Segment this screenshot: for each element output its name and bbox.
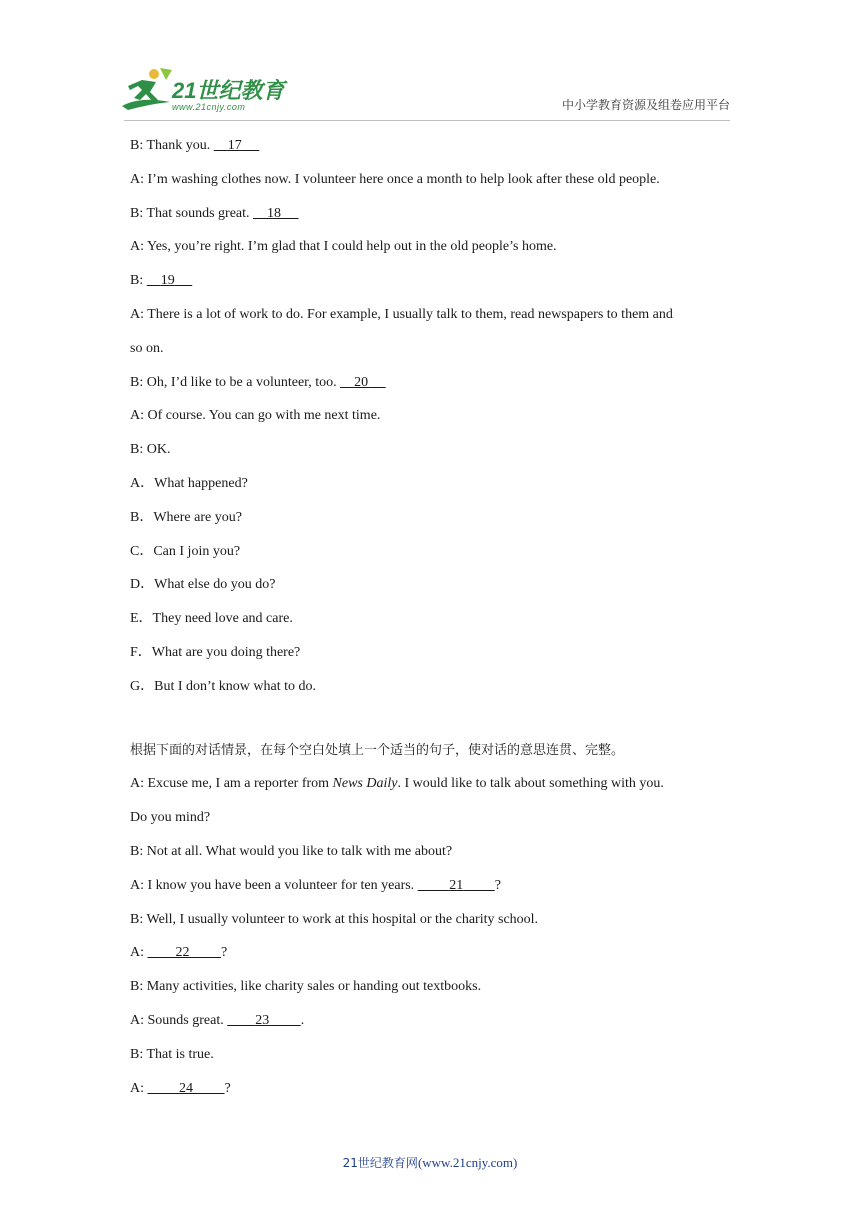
dialogue-line: A: Yes, you’re right. I’m glad that I could help out in the old people’s home.: [130, 239, 557, 255]
dialogue-1: [130, 136, 730, 460]
option-item: E．They need love and care.: [130, 611, 293, 627]
dialogue-line: B: OK.: [130, 442, 171, 458]
option-item: G．But I don’t know what to do.: [130, 678, 317, 694]
dialogue-line: Do you mind?: [130, 810, 211, 826]
blank-20[interactable]: 20: [354, 374, 369, 390]
page-header: [0, 0, 860, 125]
platform-title: 中小学教育资源及组卷应用平台: [561, 98, 730, 112]
option-item: A．What happened?: [130, 475, 248, 491]
footer-url: (www.21cnjy.com): [417, 1155, 518, 1170]
page-footer: [0, 1154, 860, 1171]
blank-21[interactable]: 21: [449, 877, 464, 893]
section-gap: [130, 711, 730, 741]
logo-url: www.21cnjy.com: [172, 102, 246, 112]
dialogue-line: B: Well, I usually volunteer to work at this hospital or the charity school.: [130, 911, 539, 927]
blank-17[interactable]: 17: [227, 138, 242, 153]
instruction: 根据下面的对话情景，在每个空白处填上一个适当的句子，使对话的意思连贯、完整。: [130, 742, 625, 758]
dialogue-line: B: That sounds great. 18: [130, 204, 730, 224]
option-item: F．What are you doing there?: [130, 644, 301, 660]
blank-19[interactable]: 19: [160, 273, 175, 289]
dialogue-line: B: Oh, I’d like to be a volunteer, too. 20: [130, 373, 730, 393]
newspaper-name: News Daily: [332, 776, 398, 792]
dialogue-line: B: Not at all. What would you like to talk with me about?: [130, 843, 453, 859]
option-item: D．What else do you do?: [130, 577, 276, 593]
dialogue-line: A: Excuse me, I am a reporter from News Daily. I would like to talk about something with you.: [130, 776, 664, 792]
blank-18[interactable]: 18: [267, 205, 282, 221]
dialogue-2: [130, 741, 730, 1099]
dialogue-line: A: 22 ?: [130, 943, 730, 963]
logo: [120, 66, 290, 118]
logo-text: 21世纪教育: [172, 78, 285, 103]
dialogue-line: A: Sounds great. 23 .: [130, 1011, 730, 1031]
dialogue-line: A: There is a lot of work to do. For example, I usually talk to them, read newspapers to them and: [130, 306, 673, 322]
blank-23[interactable]: 23: [255, 1012, 270, 1028]
dialogue-line: B: Many activities, like charity sales or handing out textbooks.: [130, 979, 482, 995]
blank-22[interactable]: 22: [175, 945, 190, 961]
header-divider: [124, 120, 730, 121]
document-body: [130, 136, 730, 1112]
dialogue-line: A: 24 ?: [130, 1079, 730, 1099]
option-item: B．Where are you?: [130, 509, 242, 525]
dialogue-line: A: Of course. You can go with me next time.: [130, 408, 381, 424]
blank-24[interactable]: 24: [179, 1080, 193, 1096]
dialogue-line: B: That is true.: [130, 1046, 214, 1062]
dialogue-line: A: I know you have been a volunteer for ten years. 21 ?: [130, 876, 730, 896]
footer-site-name: 21世纪教育网: [342, 1156, 418, 1170]
dialogue-line: B: 19: [130, 271, 730, 291]
dialogue-line: A: I’m washing clothes now. I volunteer here once a month to help look after these old people.: [130, 171, 660, 187]
runner-logo-icon: [120, 66, 176, 114]
dialogue-line: so on.: [130, 340, 164, 356]
option-item: C．Can I join you?: [130, 543, 241, 559]
options-list: [130, 474, 730, 697]
dialogue-line: B: Thank you. 17: [130, 136, 730, 156]
